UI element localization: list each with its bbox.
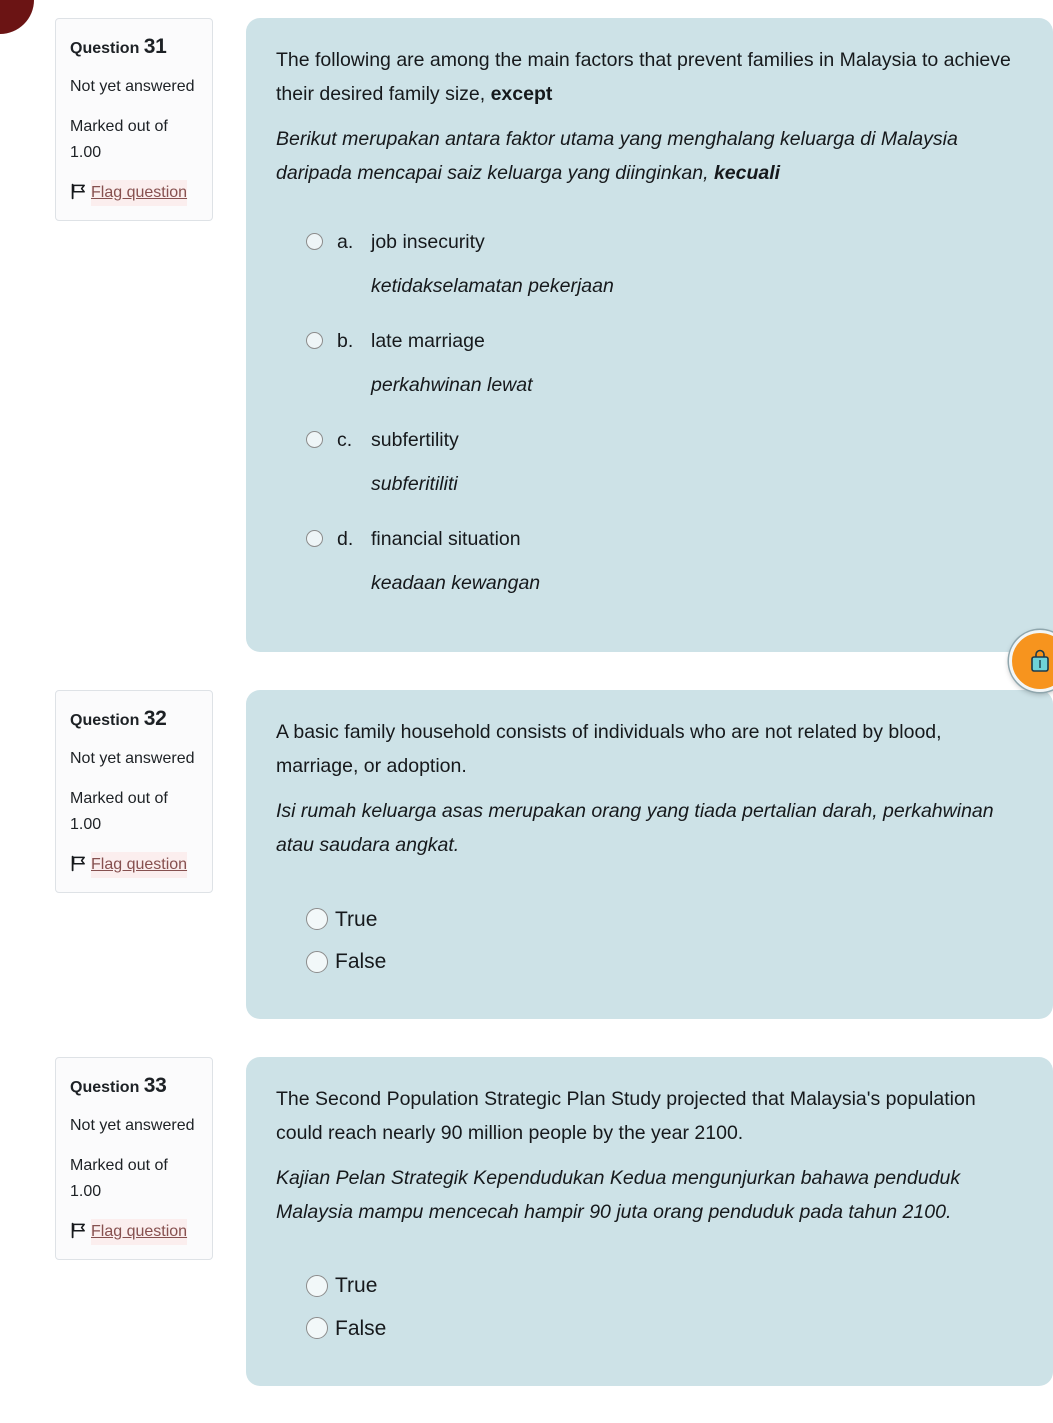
question-info-panel bbox=[55, 18, 213, 221]
option-text-english: job insecurity bbox=[371, 231, 485, 254]
stem-en-text: The following are among the main factors that prevent families in Malaysia to achieve their desired family size, bbox=[276, 49, 1011, 105]
question-stem-malay bbox=[276, 123, 1027, 190]
question-number: 33 bbox=[143, 1074, 167, 1098]
question-marks: Marked out of 1.00 bbox=[70, 118, 168, 161]
question-label: Question bbox=[70, 40, 140, 57]
option-letter: c. bbox=[337, 429, 353, 452]
question-state: Not yet answered bbox=[70, 1117, 195, 1135]
option-letter: a. bbox=[337, 231, 354, 254]
question-content-panel bbox=[246, 1057, 1053, 1386]
stem-ms-text: Berikut merupakan antara faktor utama yang menghalang keluarga di Malaysia daripada mencapai saiz keluarga yang diinginkan, bbox=[276, 128, 958, 184]
option-letter: b. bbox=[337, 330, 354, 353]
answer-option[interactable] bbox=[306, 424, 1027, 513]
question-marks: Marked out of 1.00 bbox=[70, 790, 168, 834]
answer-options bbox=[276, 905, 1027, 977]
question-marks: Marked out of 1.00 bbox=[70, 1157, 168, 1201]
option-text-english: False bbox=[335, 949, 387, 973]
option-text-malay: subferitiliti bbox=[371, 472, 458, 495]
flag-question-link[interactable]: Flag question bbox=[91, 1219, 187, 1245]
shopping-bag-icon bbox=[1025, 646, 1053, 676]
answer-option[interactable] bbox=[306, 226, 1027, 315]
answer-option[interactable] bbox=[306, 1314, 1027, 1343]
option-text-english: financial situation bbox=[371, 528, 521, 551]
question-state: Not yet answered bbox=[70, 750, 195, 768]
question-number: 32 bbox=[143, 707, 167, 731]
stem-en-emphasis: except bbox=[490, 82, 553, 105]
question-number: 31 bbox=[143, 35, 167, 58]
question-block bbox=[0, 1057, 1053, 1386]
question-heading bbox=[70, 35, 198, 58]
radio-button[interactable] bbox=[306, 431, 323, 448]
question-info-panel bbox=[55, 1057, 213, 1260]
question-heading bbox=[70, 1074, 198, 1097]
option-text-malay: ketidakselamatan pekerjaan bbox=[371, 274, 614, 297]
option-body bbox=[371, 226, 1027, 315]
option-text-english: True bbox=[335, 907, 378, 931]
option-text-malay: keadaan kewangan bbox=[371, 571, 541, 594]
answer-option[interactable] bbox=[306, 325, 1027, 414]
flag-question-control[interactable] bbox=[70, 852, 198, 878]
option-letter: d. bbox=[337, 528, 354, 551]
stem-ms-emphasis: kecuali bbox=[713, 161, 781, 184]
option-text-malay: perkahwinan lewat bbox=[371, 373, 533, 396]
option-body bbox=[371, 424, 1027, 513]
radio-button[interactable] bbox=[306, 332, 323, 349]
question-block bbox=[0, 690, 1053, 1019]
flag-icon bbox=[70, 183, 87, 205]
question-stem-english bbox=[276, 44, 1027, 111]
option-body bbox=[371, 325, 1027, 414]
option-body bbox=[371, 523, 1027, 612]
question-stem-english: The Second Population Strategic Plan Study projected that Malaysia's population could reach nearly 90 million people by the year 2100. bbox=[276, 1088, 976, 1144]
question-heading bbox=[70, 707, 198, 730]
radio-button[interactable] bbox=[306, 1275, 328, 1297]
radio-button[interactable] bbox=[306, 908, 328, 930]
answer-options bbox=[276, 1271, 1027, 1343]
question-state: Not yet answered bbox=[70, 78, 195, 96]
question-stem-malay: Isi rumah keluarga asas merupakan orang yang tiada pertalian darah, perkahwinan atau saudara angkat. bbox=[276, 800, 994, 856]
radio-button[interactable] bbox=[306, 951, 328, 973]
question-info-panel bbox=[55, 690, 213, 893]
flag-question-link[interactable]: Flag question bbox=[91, 852, 187, 878]
option-text-english: subfertility bbox=[371, 429, 459, 452]
question-content-panel bbox=[246, 18, 1053, 652]
answer-option[interactable] bbox=[306, 523, 1027, 612]
option-text-english: late marriage bbox=[371, 330, 485, 353]
answer-option[interactable] bbox=[306, 947, 1027, 976]
flag-icon bbox=[70, 855, 87, 877]
option-text-english: True bbox=[335, 1274, 378, 1298]
question-label: Question bbox=[70, 1079, 140, 1097]
radio-button[interactable] bbox=[306, 1317, 328, 1339]
answer-options bbox=[276, 226, 1027, 612]
option-text-english: False bbox=[335, 1316, 387, 1340]
question-block bbox=[0, 18, 1053, 652]
question-stem-malay: Kajian Pelan Strategik Kependudukan Kedua mengunjurkan bahawa penduduk Malaysia mampu mencecah hampir 90 juta orang penduduk pada tahun 2100. bbox=[276, 1167, 961, 1223]
flag-question-control[interactable] bbox=[70, 180, 198, 206]
flag-question-link[interactable]: Flag question bbox=[91, 180, 187, 206]
question-stem-english: A basic family household consists of individuals who are not related by blood, marriage, or adoption. bbox=[276, 721, 942, 777]
radio-button[interactable] bbox=[306, 233, 323, 250]
flag-question-control[interactable] bbox=[70, 1219, 198, 1245]
question-content-panel bbox=[246, 690, 1053, 1019]
flag-icon bbox=[70, 1222, 87, 1244]
answer-option[interactable] bbox=[306, 1271, 1027, 1300]
answer-option[interactable] bbox=[306, 905, 1027, 934]
question-label: Question bbox=[70, 712, 140, 730]
radio-button[interactable] bbox=[306, 530, 323, 547]
